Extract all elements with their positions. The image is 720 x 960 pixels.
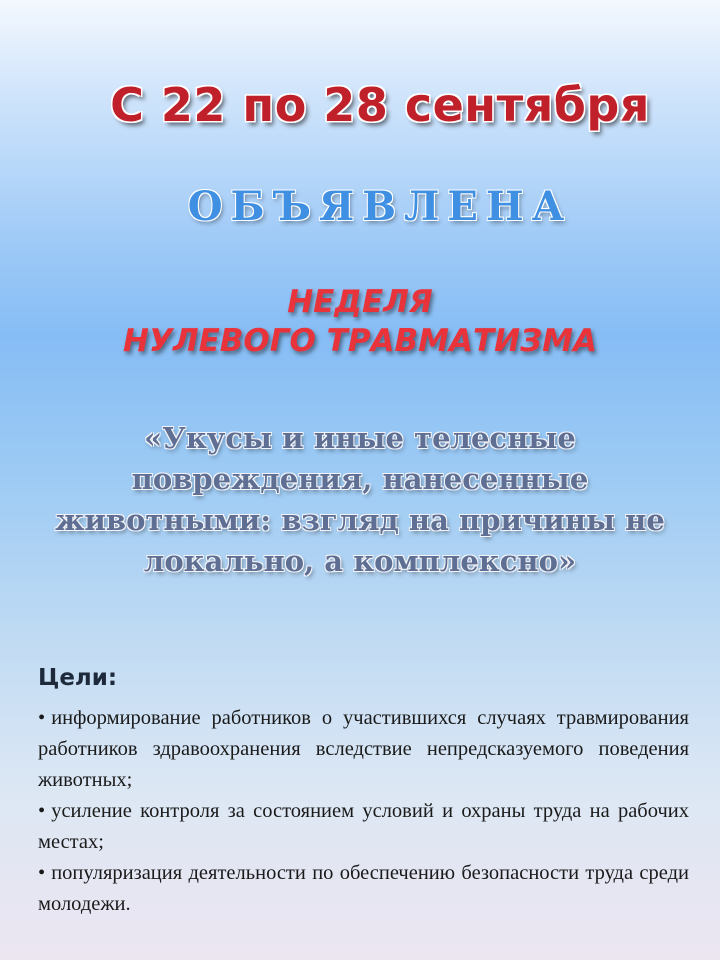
- bullet-icon: •: [38, 800, 46, 822]
- bullet-icon: •: [38, 862, 46, 884]
- campaign-title-line1: НЕДЕЛЯ: [287, 284, 433, 320]
- campaign-title-line2: НУЛЕВОГО ТРАВМАТИЗМА: [123, 323, 597, 359]
- goals-list-item: [38, 858, 689, 920]
- goal-text: популяризация деятельности по обеспечению безопасности труда среди молодежи.: [38, 862, 689, 915]
- goals-list: [38, 703, 689, 920]
- goals-list-item: [38, 796, 689, 858]
- goal-text: усиление контроля за состоянием условий и охраны труда на рабочих местах;: [38, 800, 689, 853]
- bullet-icon: •: [38, 707, 46, 729]
- goal-text: информирование работников о участившихся случаях травмирования работников здравоохранения вследствие непредсказуемого поведения животных;: [38, 707, 689, 791]
- announced-heading: ОБЪЯВЛЕНА: [187, 183, 573, 230]
- date-range-heading: С 22 по 28 сентября: [110, 78, 650, 132]
- campaign-title: [0, 283, 720, 361]
- goals-title: Цели:: [38, 665, 118, 691]
- goals-list-item: [38, 703, 689, 796]
- campaign-topic: «Укусы и иные телесные повреждения, нанесенные животными: взгляд на причины не локально, а комплексно»: [55, 421, 665, 578]
